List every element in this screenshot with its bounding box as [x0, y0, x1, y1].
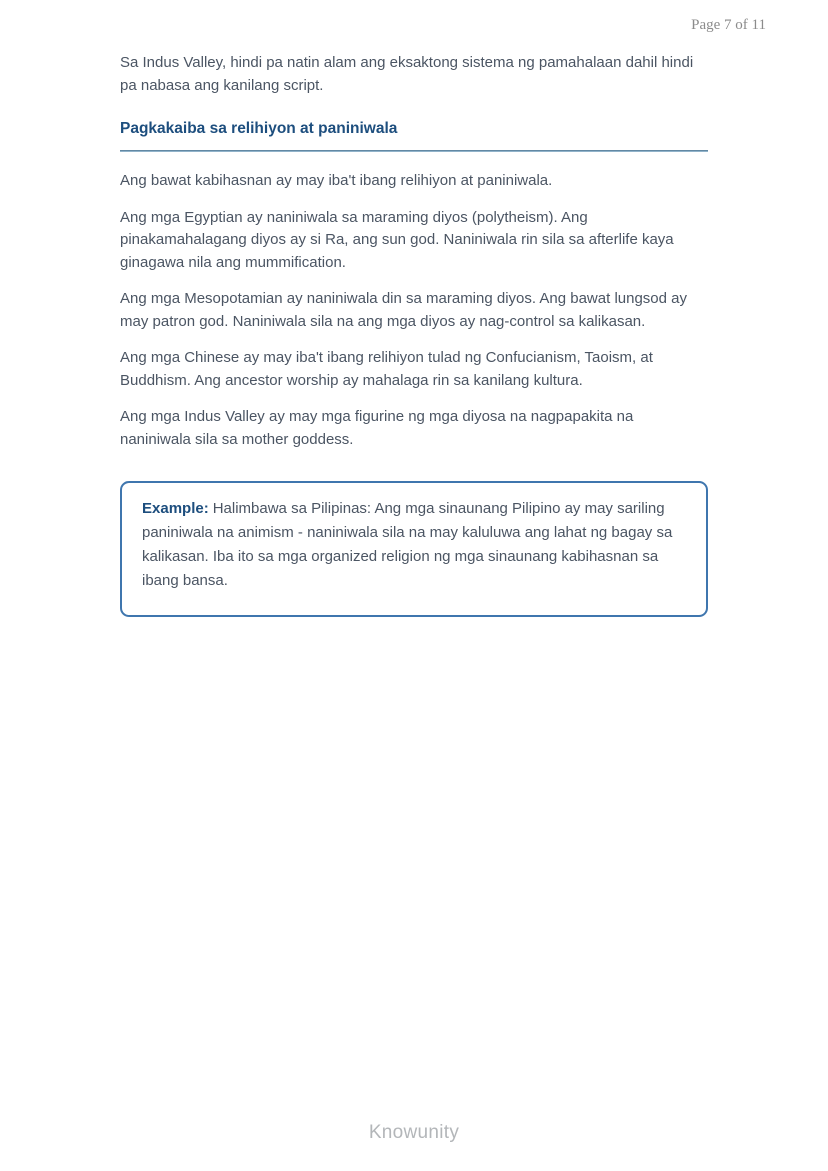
example-label: Example: [142, 500, 209, 517]
paragraph-indus-valley: Ang mga Indus Valley ay may mga figurine ng mga diyosa na nagpapakita na naniniwala sila sa mother goddess. [120, 408, 634, 448]
knowunity-watermark: Knowunity [368, 1122, 460, 1143]
paragraph-chinese: Ang mga Chinese ay may iba't ibang relihiyon tulad ng Confucianism, Taoism, at Buddhism. Ang ancestor worship ay mahalaga rin sa kanilang kultura. [120, 349, 653, 389]
paragraph-egyptian: Ang mga Egyptian ay naniniwala sa maraming diyos (polytheism). Ang pinakamahalagang diyos ay si Ra, ang sun god. Naniniwala rin sila sa afterlife kaya ginagawa nila ang mummification. [120, 208, 674, 271]
intro-paragraph: Sa Indus Valley, hindi pa natin alam ang eksaktong sistema ng pamahalaan dahil hindi pa nabasa ang kanilang script. [120, 54, 694, 94]
paragraph-overview: Ang bawat kabihasnan ay may iba't ibang relihiyon at paniniwala. [120, 172, 553, 189]
page-indicator: Page 7 of 11 [691, 17, 766, 33]
example-text: Halimbawa sa Pilipinas: Ang mga sinaunang Pilipino ay may sariling paniniwala na animism - naniniwala sila na may kaluluwa ang lahat ng bagay sa kalikasan. Iba ito sa mga organized religion ng mga sinaunang kabihasnan sa ibang bansa. [142, 500, 673, 589]
heading-divider [120, 150, 708, 152]
section-heading: Pagkakaiba sa relihiyon at paniniwala [120, 120, 398, 137]
paragraph-mesopotamian: Ang mga Mesopotamian ay naniniwala din sa maraming diyos. Ang bawat lungsod ay may patron god. Naniniwala sila na ang mga diyos ay nag-control sa kalikasan. [120, 290, 687, 330]
example-callout-box [120, 481, 708, 617]
page-content [120, 0, 708, 617]
